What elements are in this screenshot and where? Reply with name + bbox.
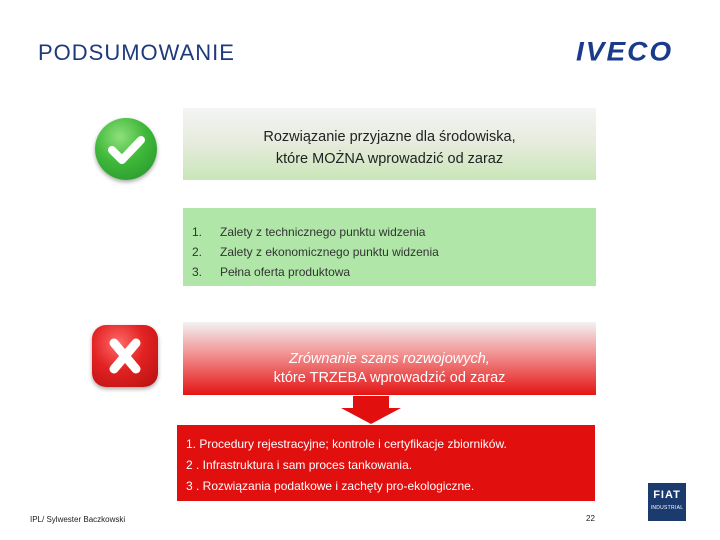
list-item: 2 . Infrastruktura i sam proces tankowania. bbox=[186, 458, 413, 472]
checkmark-icon bbox=[95, 118, 157, 180]
positive-heading-line2: które MOŻNA wprowadzić od zaraz bbox=[275, 151, 504, 167]
list-item: 1. Procedury rejestracyjne; kontrole i certyfikacje zbiorników. bbox=[186, 437, 507, 451]
negative-heading-box bbox=[183, 322, 596, 395]
page-title: PODSUMOWANIE bbox=[38, 40, 235, 65]
footer-author: IPL/ Sylwester Baczkowski bbox=[30, 515, 126, 524]
iveco-logo: IVECO bbox=[576, 36, 674, 67]
positive-list bbox=[192, 222, 439, 282]
list-item: 2. Zalety z ekonomicznego punktu widzenia bbox=[192, 245, 439, 259]
cross-icon bbox=[92, 325, 158, 387]
negative-heading-line2: które TRZEBA wprowadzić od zaraz bbox=[273, 370, 506, 386]
fiat-industrial-logo: FIAT INDUSTRIAL bbox=[648, 483, 686, 521]
positive-heading-box bbox=[183, 108, 596, 180]
negative-list-box bbox=[177, 425, 595, 501]
list-item: 3. Pełna oferta produktowa bbox=[192, 265, 351, 279]
down-arrow-icon bbox=[341, 396, 401, 424]
page-number: 22 bbox=[586, 514, 595, 523]
positive-list-box bbox=[183, 208, 596, 286]
negative-heading-line1: Zrównanie szans rozwojowych, bbox=[289, 351, 490, 367]
positive-heading-line1: Rozwiązanie przyjazne dla środowiska, bbox=[263, 129, 516, 145]
list-item: 1. Zalety z technicznego punktu widzenia bbox=[192, 225, 426, 239]
negative-list bbox=[186, 434, 507, 497]
list-item: 3 . Rozwiązania podatkowe i zachęty pro-ekologiczne. bbox=[186, 479, 475, 493]
